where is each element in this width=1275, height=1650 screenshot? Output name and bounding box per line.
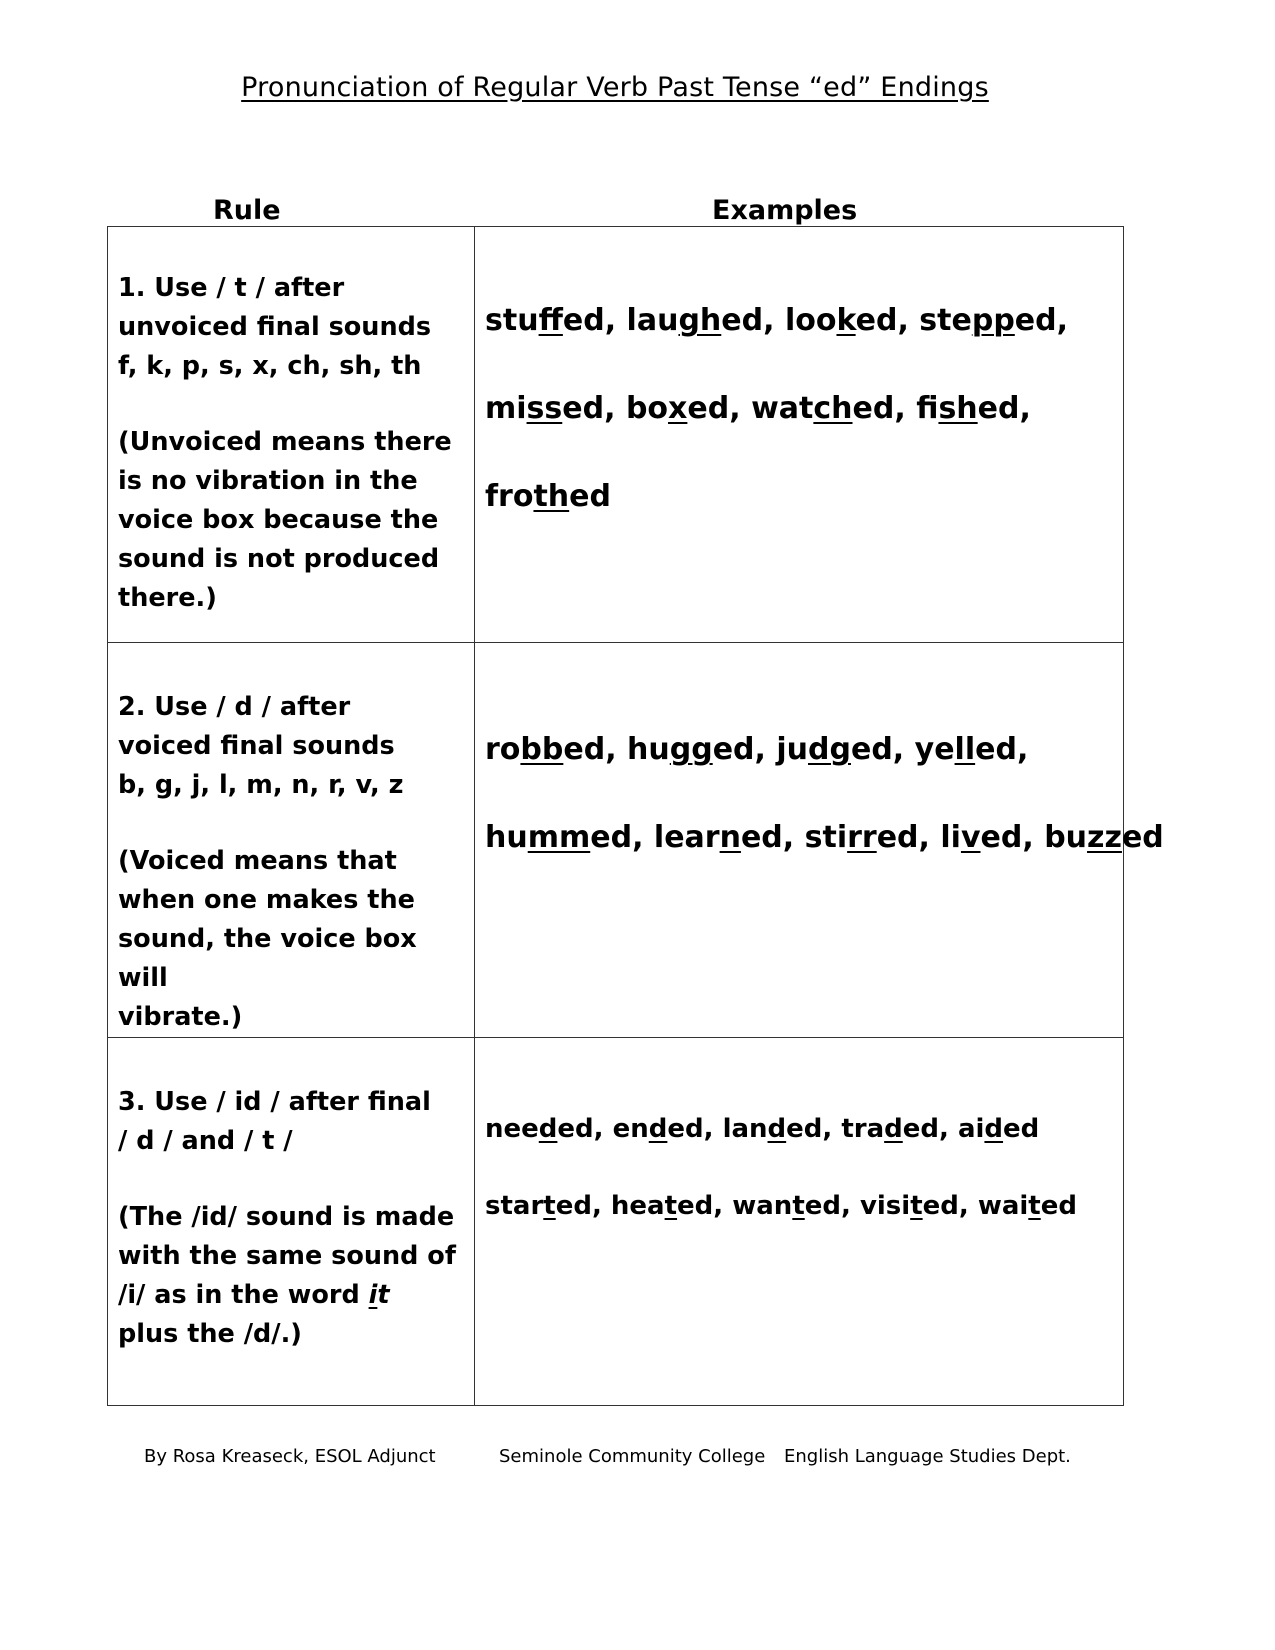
- note-line: vibrate.): [118, 1002, 243, 1032]
- rule-column-header: Rule: [213, 195, 281, 226]
- note-line: when one makes the: [118, 885, 415, 915]
- underlined-letters: zz: [1087, 820, 1122, 855]
- example-word: [485, 820, 632, 855]
- word-suffix: ed: [902, 1114, 940, 1144]
- examples-list: [475, 1038, 1123, 1245]
- rule-line: unvoiced final sounds: [118, 312, 432, 342]
- word-prefix: bo: [625, 391, 669, 426]
- word-suffix: ed: [557, 1114, 594, 1144]
- examples-cell: [475, 643, 1164, 1038]
- word-prefix: lear: [653, 820, 720, 855]
- italic-example-word: [369, 1280, 390, 1310]
- example-line: hummed, learned, stirred, lived, buzzed: [485, 820, 1164, 855]
- word-suffix: ed: [562, 303, 605, 338]
- rule-line: 2. Use / d / after: [118, 692, 351, 722]
- example-word: [785, 303, 898, 338]
- word-suffix: ed: [677, 1191, 714, 1221]
- underlined-letters: ll: [954, 732, 976, 767]
- word-prefix: hu: [627, 732, 670, 767]
- word-prefix: wat: [751, 391, 814, 426]
- rule-line: 3. Use / id / after final: [118, 1087, 431, 1117]
- example-word: [732, 1191, 841, 1221]
- examples-cell: [475, 1038, 1124, 1406]
- underlined-letters: sh: [938, 391, 978, 426]
- word-prefix: lau: [626, 303, 679, 338]
- example-word: [805, 820, 919, 855]
- word-suffix: ed: [975, 732, 1017, 767]
- table-row: [108, 643, 1124, 1038]
- word-prefix: mi: [485, 391, 527, 426]
- underlined-letters: v: [960, 820, 981, 855]
- example-word: [485, 391, 604, 426]
- underlined-letters: k: [836, 303, 856, 338]
- example-line: [485, 453, 1123, 541]
- underlined-letters: mm: [527, 820, 591, 855]
- pronunciation-table: [107, 226, 1164, 1406]
- rule-statement: [118, 688, 474, 805]
- table-row: [108, 227, 1124, 643]
- examples-list: [475, 643, 1164, 882]
- word-suffix: ed: [721, 303, 764, 338]
- rule-statement: [118, 269, 474, 386]
- note-line: (Voiced means that: [118, 846, 397, 876]
- example-word: [751, 391, 894, 426]
- example-line: missed, boxed, watched, fished,: [485, 391, 1031, 426]
- word-suffix: ed: [855, 303, 898, 338]
- example-word: [485, 479, 611, 514]
- word-prefix: visi: [859, 1191, 911, 1221]
- example-word: [654, 820, 783, 855]
- underlined-letters: t: [543, 1191, 556, 1221]
- example-word: [860, 1191, 959, 1221]
- word-prefix: lan: [722, 1114, 768, 1144]
- underlined-letters: d: [538, 1114, 558, 1144]
- rule-note: [118, 423, 474, 618]
- underlined-letters: ff: [538, 303, 563, 338]
- word-prefix: wan: [732, 1191, 793, 1221]
- word-prefix: ai: [957, 1114, 985, 1144]
- word-suffix: ed: [569, 479, 611, 514]
- word-suffix: ed: [804, 1191, 841, 1221]
- rule-line: b, g, j, l, m, n, r, v, z: [118, 770, 404, 800]
- word-suffix: ed: [740, 820, 783, 855]
- underlined-letters: t: [1028, 1191, 1041, 1221]
- note-line: sound, the voice box will: [118, 924, 417, 993]
- word-suffix: ed: [562, 391, 605, 426]
- word-suffix: ed: [590, 820, 633, 855]
- underlined-letters: i: [368, 1280, 378, 1310]
- example-line: started, heated, wanted, visited, waited: [485, 1191, 1077, 1221]
- example-word: [627, 303, 764, 338]
- word-suffix: ed: [667, 1114, 704, 1144]
- example-word: [940, 820, 1022, 855]
- rule-line: / d / and / t /: [118, 1126, 293, 1156]
- underlined-letters: ch: [813, 391, 853, 426]
- word-suffix: ed: [850, 732, 893, 767]
- rule-note: [118, 842, 474, 1037]
- word-suffix: ed: [1040, 1191, 1077, 1221]
- underlined-letters: d: [984, 1114, 1004, 1144]
- word-suffix: ed: [1014, 303, 1057, 338]
- word-prefix: fi: [916, 391, 939, 426]
- underlined-letters: ss: [526, 391, 563, 426]
- note-line: (Unvoiced means there: [118, 427, 452, 457]
- underlined-letters: x: [668, 391, 688, 426]
- example-word: [723, 1114, 823, 1144]
- footer-department: English Language Studies Dept.: [784, 1446, 1071, 1467]
- word-prefix: hea: [610, 1191, 665, 1221]
- rule-cell: [108, 1038, 475, 1406]
- word-prefix: hu: [485, 820, 528, 855]
- word-suffix: ed: [563, 732, 606, 767]
- example-word: [627, 732, 755, 767]
- footer-college: Seminole Community College: [499, 1446, 766, 1467]
- word-rest: t: [377, 1280, 390, 1310]
- examples-column-header: Examples: [712, 195, 858, 226]
- word-prefix: ju: [776, 732, 809, 767]
- note-line: plus the /d/.): [118, 1319, 302, 1349]
- note-line: voice box because the: [118, 505, 439, 535]
- word-suffix: ed: [922, 1191, 959, 1221]
- rule-note: [118, 1198, 474, 1354]
- word-prefix: star: [485, 1191, 544, 1221]
- word-prefix: nee: [485, 1114, 539, 1144]
- note-line: [118, 1276, 474, 1315]
- word-prefix: loo: [784, 303, 837, 338]
- underlined-letters: n: [719, 820, 741, 855]
- table-row: [108, 1038, 1124, 1406]
- example-word: [485, 1114, 594, 1144]
- rule-cell: [108, 227, 475, 643]
- note-line: there.): [118, 583, 217, 613]
- example-word: [915, 732, 1017, 767]
- example-word: [958, 1114, 1039, 1144]
- underlined-letters: d: [648, 1114, 668, 1144]
- word-suffix: ed: [687, 391, 730, 426]
- example-word: [485, 303, 605, 338]
- example-word: [978, 1191, 1077, 1221]
- word-prefix: wai: [977, 1191, 1029, 1221]
- note-line-text: /i/ as in the word: [118, 1280, 369, 1310]
- word-prefix: bu: [1044, 820, 1088, 855]
- word-prefix: tra: [841, 1114, 885, 1144]
- underlined-letters: t: [792, 1191, 805, 1221]
- word-suffix: ed: [852, 391, 895, 426]
- note-line: with the same sound of: [118, 1241, 456, 1271]
- word-suffix: ed: [876, 820, 919, 855]
- example-line: stuffed, laughed, looked, stepped,: [485, 303, 1069, 338]
- word-prefix: ste: [919, 303, 972, 338]
- example-line: robbed, hugged, judged, yelled,: [485, 732, 1029, 767]
- word-suffix: ed: [977, 391, 1020, 426]
- word-prefix: stu: [485, 303, 539, 338]
- example-word: [611, 1191, 713, 1221]
- example-word: [776, 732, 892, 767]
- underlined-letters: t: [910, 1191, 923, 1221]
- example-word: [1044, 820, 1164, 855]
- underlined-letters: bb: [520, 732, 564, 767]
- note-line: is no vibration in the: [118, 466, 418, 496]
- example-line: needed, ended, landed, traded, aided: [485, 1114, 1040, 1144]
- example-word: [613, 1114, 704, 1144]
- underlined-letters: dg: [808, 732, 851, 767]
- underlined-letters: d: [767, 1114, 787, 1144]
- underlined-letters: t: [664, 1191, 678, 1221]
- footer-author: By Rosa Kreaseck, ESOL Adjunct: [144, 1446, 436, 1467]
- underlined-letters: pp: [971, 303, 1015, 338]
- rule-line: 1. Use / t / after: [118, 273, 345, 303]
- examples-cell: [475, 227, 1124, 643]
- underlined-letters: d: [884, 1114, 903, 1144]
- word-suffix: ed: [712, 732, 755, 767]
- note-line: (The /id/ sound is made: [118, 1202, 455, 1232]
- rule-cell: [108, 643, 475, 1038]
- word-suffix: ed: [555, 1191, 592, 1221]
- examples-list: [475, 227, 1123, 541]
- rule-line: f, k, p, s, x, ch, sh, th: [118, 351, 422, 381]
- word-prefix: sti: [804, 820, 848, 855]
- rule-statement: [118, 1083, 474, 1161]
- word-suffix: ed: [1003, 1114, 1040, 1144]
- example-word: [626, 391, 729, 426]
- underlined-letters: gg: [669, 732, 713, 767]
- example-word: [916, 391, 1019, 426]
- underlined-letters: gh: [678, 303, 722, 338]
- word-prefix: li: [940, 820, 961, 855]
- underlined-letters: rr: [847, 820, 877, 855]
- example-word: [919, 303, 1056, 338]
- word-suffix: ed: [786, 1114, 823, 1144]
- example-word: [841, 1114, 939, 1144]
- word-prefix: fro: [485, 479, 534, 514]
- word-prefix: ro: [485, 732, 521, 767]
- page-title: Pronunciation of Regular Verb Past Tense “ed” Endings: [241, 72, 989, 103]
- word-prefix: en: [612, 1114, 649, 1144]
- word-suffix: ed: [980, 820, 1023, 855]
- example-word: [485, 732, 605, 767]
- example-word: [485, 1191, 592, 1221]
- rule-line: voiced final sounds: [118, 731, 395, 761]
- word-prefix: ye: [914, 732, 955, 767]
- note-line: sound is not produced: [118, 544, 440, 574]
- underlined-letters: th: [533, 479, 570, 514]
- word-suffix: ed: [1121, 820, 1164, 855]
